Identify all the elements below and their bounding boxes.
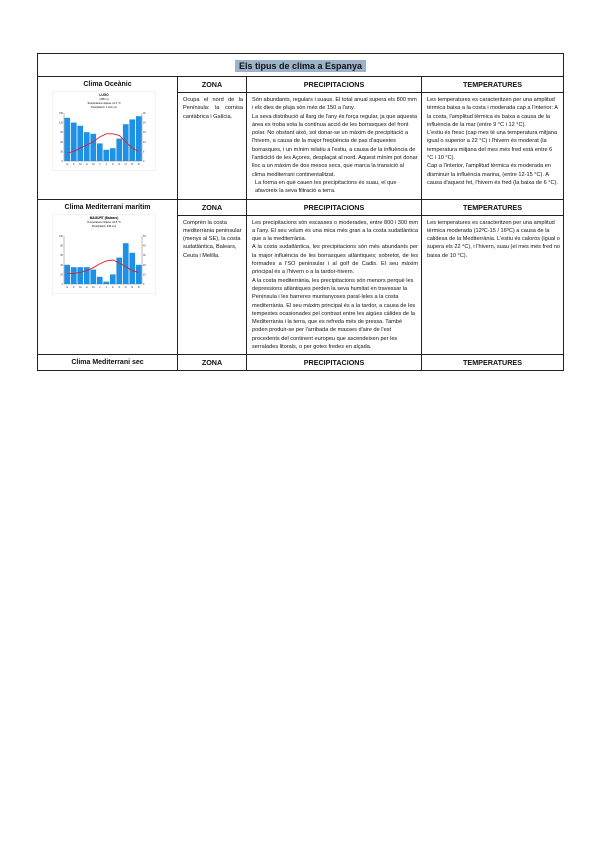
- month-tick-label: A: [111, 162, 114, 166]
- temp-tick-label: 18: [143, 131, 146, 135]
- precip-tick-label: 100: [59, 234, 63, 238]
- mediterrani-climate-name: Clima Mediterrani marítim: [64, 203, 151, 211]
- precip-tick-label: 90: [60, 131, 63, 135]
- temp-tick-label: 24: [143, 121, 146, 125]
- month-tick-label: S: [118, 284, 121, 289]
- precip-bar: [123, 243, 129, 284]
- precip-tick-label: 40: [60, 263, 63, 267]
- page-title: Els tipus de clima a Espanya: [235, 60, 366, 72]
- chart-temp-label: Temperatura mitjana: 11,1 °C: [87, 102, 121, 105]
- month-tick-label: O: [124, 162, 127, 166]
- precip-bar: [110, 274, 116, 284]
- precip-bar: [97, 143, 103, 161]
- month-tick-label: N: [131, 162, 134, 166]
- oceanic-climate-cell: [38, 77, 178, 200]
- month-tick-label: J: [105, 284, 107, 289]
- month-tick-label: M: [92, 284, 95, 289]
- oceanic-precip-p1: Són abundants, regulars i suaus. El total anual supera els 800 mm i els dies de pluja són més de 150 a l'any.: [252, 97, 417, 112]
- sec-climate-name: Clima Mediterrani sec: [38, 355, 178, 371]
- precip-header: PRECIPITACIONS: [247, 199, 422, 215]
- precip-tick-label: 60: [60, 140, 63, 144]
- precip-bar: [61, 118, 70, 163]
- month-tick-label: M: [79, 284, 82, 289]
- temp-tick-label: 10: [143, 272, 146, 276]
- month-tick-label: A: [111, 284, 114, 289]
- chart-station: LUGO: [99, 93, 109, 97]
- temp-tick-label: 20: [143, 263, 146, 267]
- precip-tick-label: 80: [60, 244, 63, 248]
- chart-temp-label: Temperatura mitjana: 16,5 °C: [87, 220, 121, 224]
- climate-table: [37, 53, 564, 371]
- precip-tick-label: 20: [60, 272, 63, 276]
- month-tick-label: A: [85, 162, 88, 166]
- month-tick-label: N: [131, 284, 134, 289]
- mediterrani-precip-p2: A la costa sudatlàntica, les precipitacions són més abundants per la major influència de les borrasques atlàntiques; sobretot, de les formades a l'SO peninsular i al golf de Cadis. El seu màxim principal és a l'hivern o a la tardor-hivern.: [252, 244, 418, 276]
- mediterrani-climate-chart: [52, 214, 156, 294]
- month-tick-label: G: [66, 284, 69, 289]
- precip-bar: [116, 139, 122, 161]
- month-tick-label: A: [85, 284, 88, 289]
- oceanic-zona-text: Ocupa el nord de la Península: la cornisa cantàbrica i Galícia.: [183, 97, 243, 120]
- precip-tick-label: 0: [61, 282, 63, 286]
- zona-header: ZONA: [178, 77, 247, 93]
- precip-bar: [77, 267, 83, 284]
- precip-bar: [90, 134, 96, 161]
- oceanic-temp: [422, 93, 564, 200]
- precip-bar: [84, 132, 90, 161]
- precip-bar: [90, 269, 96, 283]
- temp-tick-label: 30: [143, 253, 146, 257]
- oceanic-climate-chart: [52, 91, 156, 171]
- oceanic-precip-p3: La forma en què cauen les precipitacions és suau, el que afavoreix la seva filtració a terra.: [255, 179, 397, 195]
- mediterrani-precip: [247, 215, 422, 355]
- zona-header: ZONA: [178, 199, 247, 215]
- precip-tick-label: 0: [61, 160, 63, 163]
- precip-bar: [103, 150, 109, 161]
- chart-altitude: (465 m): [99, 98, 109, 101]
- temp-tick-label: 30: [143, 112, 146, 115]
- chart-station: MAGURT (Balears): [89, 215, 119, 220]
- precip-bar: [97, 276, 103, 283]
- oceanic-precip-p2: La seva distribució al llarg de l'any és força regular, ja que aquesta àrea es troba sota la contínua acció de les borrasques del front polar. No obstant això, sol donar-se un màxim de precipitació a l'hivern, a causa de la major freqüència de pas d'aquestes borrasques, i un mínim relatiu a l'estiu, a causa de la influència de l'anticicló de les Açores, desplaçat al nord. Aquest mínim pot donar lloc a un màxim de dos mesos secs, que marca la transició al clima mediterrani continentalitzat.: [252, 113, 418, 178]
- chart-precip-label: Precipitació: 449 mm: [91, 224, 117, 228]
- temp-tick-label: 12: [143, 140, 146, 144]
- oceanic-climate-name: Clima Oceànic: [83, 81, 132, 88]
- month-tick-label: F: [72, 162, 75, 166]
- month-tick-label: O: [124, 284, 127, 289]
- zona-header: ZONA: [178, 355, 247, 371]
- month-tick-label: S: [118, 162, 121, 166]
- precip-header: PRECIPITACIONS: [247, 355, 422, 371]
- precip-bar: [64, 264, 70, 283]
- month-tick-label: J: [99, 284, 101, 289]
- precip-tick-label: 120: [59, 121, 63, 125]
- oceanic-temp-p2: L'estiu és fresc (cap mes té una temperatura mitjana igual o superior a 22 °C) i l'hivern és moderat (la temperatura mitjana del mes més fred està entre 6 °C i 10 °C).: [427, 130, 558, 162]
- precip-bar: [71, 123, 77, 161]
- temp-tick-label: 6: [143, 150, 145, 154]
- title-cell: [38, 54, 564, 77]
- temp-tick-label: 0: [143, 160, 145, 163]
- precip-bar: [136, 264, 142, 283]
- mediterrani-temp-p1: Les temperatures es caracteritzen per una amplitud tèrmica moderada (12ºC-15 / 16ºC) a causa de la calidesa de la Mediterrània. L'estiu és calorós (igual o supera els 22 °C), i l'hivern, suau (el mes més fred no baixa de 10 °C).: [427, 219, 560, 259]
- precip-bar: [77, 126, 83, 161]
- month-tick-label: D: [137, 284, 140, 289]
- month-tick-label: J: [99, 162, 101, 166]
- precip-tick-label: 30: [60, 150, 63, 154]
- month-tick-label: M: [92, 162, 95, 166]
- precip-tick-label: 60: [60, 253, 63, 257]
- precip-header: PRECIPITACIONS: [247, 77, 422, 93]
- precip-bar: [123, 124, 129, 161]
- precip-bar: [136, 116, 142, 161]
- temp-header: TEMPERATURES: [422, 199, 564, 215]
- temp-tick-label: 40: [143, 244, 146, 248]
- temp-tick-label: 0: [143, 282, 145, 286]
- temp-header: TEMPERATURES: [422, 77, 564, 93]
- precip-bar: [129, 119, 135, 161]
- mediterrani-zona: [178, 215, 247, 355]
- precip-bar: [110, 148, 116, 161]
- oceanic-temp-p3: Cap a l'interior, l'amplitud tèrmica és moderada en disminuir la influència marina, (entre 12-15 °C). A causa d'aquest fet, l'hivern és fred (la baixa de 6 °C).: [427, 163, 558, 186]
- precip-tick-label: 150: [59, 112, 63, 115]
- oceanic-precip: [247, 93, 422, 200]
- precip-bar: [103, 281, 109, 283]
- temp-tick-label: 50: [143, 234, 146, 238]
- mediterrani-climate-cell: [38, 199, 178, 355]
- precip-bar: [129, 252, 135, 283]
- oceanic-zona: [178, 93, 247, 200]
- temp-header: TEMPERATURES: [422, 355, 564, 371]
- mediterrani-temp: [422, 215, 564, 355]
- oceanic-temp-p1: Les temperatures es caracteritzen per una amplitud tèrmica baixa a la costa i moderada cap a l'interior: A la costa, l'amplitud tèrmica és baixa a causa de la influència de la mar (entre 9 °C i 12 °C).: [427, 97, 558, 128]
- month-tick-label: M: [79, 162, 82, 166]
- month-tick-label: D: [137, 162, 140, 166]
- mediterrani-zona-text: Comprèn la costa mediterrània peninsular (menys al SE), la costa sudatlàntica, Balears, Ceuta i Melilla.: [183, 219, 242, 259]
- mediterrani-precip-p1: Les precipitacions són escasses o moderades, entre 800 i 300 mm a l'any. El seu volum és una mica més gran a la costa sudatlàntica que a la mediterrània.: [252, 219, 418, 243]
- precip-bar: [71, 267, 77, 284]
- mediterrani-precip-p3: A la costa mediterrània, les precipitacions són menors perquè les depressions atlàntiques perden la seva humitat en travessar la Península i les barreres muntanyoses paral·leles a la costa mediterrània. El seu màxim principal és a la tardor, a causa de les tempestes ocasionades pel contrast entre les aigües càlides de la Mediterrània i la terra, que es refreda més de pressa. També poden produir-se per l'arribada de masses d'aire de l'est procedents del continent europeu que ascendeixen per les serralades litorals, o per gotes fredes en alçada.: [252, 277, 416, 351]
- chart-precip-label: Precipitació: 1 111 mm: [91, 106, 117, 109]
- month-tick-label: J: [105, 162, 107, 166]
- month-tick-label: G: [66, 162, 69, 166]
- month-tick-label: F: [72, 284, 75, 289]
